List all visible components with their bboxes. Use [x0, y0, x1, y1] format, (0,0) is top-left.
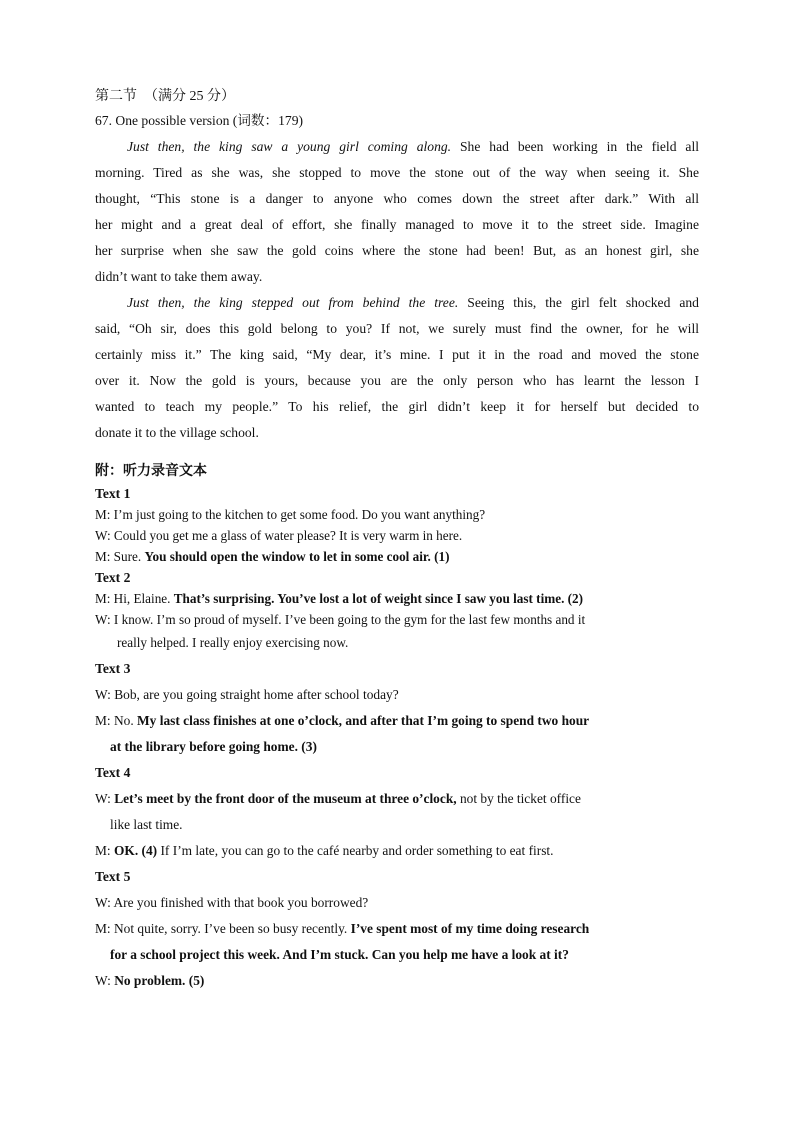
dialogue-line: W: I know. I’m so proud of myself. I’ve been going to the gym for the last few months and it — [95, 612, 586, 627]
answer-highlight: I’ve spent most of my time doing research — [350, 921, 590, 936]
text-label: Text 3 — [95, 661, 131, 676]
listening-text-5 — [95, 864, 699, 994]
dialogue-line: M: Sure. You should open the window to let in some cool air. (1) — [95, 549, 450, 564]
answer-highlight: at the library before going home. (3) — [110, 739, 317, 754]
dialogue-line: M: No. My last class finishes at one o’clock, and after that I’m going to spend two hour — [95, 713, 590, 728]
dialogue-line: W: Could you get me a glass of water please? It is very warm in here. — [95, 528, 463, 543]
essay-line: her surprise when she saw the gold coins where the stone had been! But, as an honest girl, she — [95, 243, 699, 258]
essay-heading: 67. One possible version (词数：179) — [95, 113, 304, 128]
dialogue-line: really helped. I really enjoy exercising now. — [117, 635, 349, 650]
answer-highlight: No problem. (5) — [114, 973, 205, 988]
essay-line: Just then, the king saw a young girl coming along. She had been working in the field all — [127, 139, 699, 154]
answer-highlight: for a school project this week. And I’m stuck. Can you help me have a look at it? — [110, 947, 569, 962]
essay-paragraph-1 — [95, 134, 699, 290]
dialogue-line: like last time. — [110, 817, 183, 832]
dialogue-line: M: Hi, Elaine. That’s surprising. You’ve lost a lot of weight since I saw you last time. (2) — [95, 591, 584, 606]
text-label: Text 4 — [95, 765, 131, 780]
essay-paragraph-2 — [95, 290, 699, 446]
listening-text-1 — [95, 483, 699, 567]
listening-text-3 — [95, 655, 699, 760]
essay-line: donate it to the village school. — [95, 425, 259, 440]
dialogue-line: W: Let’s meet by the front door of the museum at three o’clock, not by the ticket office — [95, 791, 581, 806]
listening-text-4 — [95, 760, 699, 864]
answer-highlight: You should open the window to let in some cool air. (1) — [144, 549, 450, 564]
essay-line: certainly miss it.” The king said, “My dear, it’s mine. I put it in the road and moved the stone — [95, 347, 699, 362]
essay-line: Just then, the king stepped out from behind the tree. Seeing this, the girl felt shocked and — [127, 295, 699, 310]
essay-line: over it. Now the gold is yours, because you are the only person who has learnt the lesson I — [95, 373, 699, 388]
dialogue-line: W: Are you finished with that book you borrowed? — [95, 895, 369, 910]
essay-line: morning. Tired as she was, she stopped to move the stone out of the way when seeing it. She — [95, 165, 699, 180]
essay-line: her might and a great deal of effort, she finally managed to move it to the street side. Imagine — [95, 217, 699, 232]
paragraph-lead: Just then, the king stepped out from behind the tree. — [127, 295, 459, 310]
section-title: 第二节 （满分 25 分） — [95, 89, 235, 104]
essay-line: thought, “This stone is a danger to anyone who comes down the street after dark.” With all — [95, 191, 699, 206]
dialogue-line: M: OK. (4) If I’m late, you can go to the café nearby and order something to eat first. — [95, 843, 554, 858]
appendix-title: 附：听力录音文本 — [95, 464, 207, 479]
answer-highlight: OK. (4) — [113, 843, 158, 858]
dialogue-line: W: No problem. (5) — [95, 973, 205, 988]
dialogue-line: M: I’m just going to the kitchen to get some food. Do you want anything? — [95, 507, 486, 522]
paragraph-lead: Just then, the king saw a young girl coming along. — [127, 139, 452, 154]
essay-line: didn’t want to take them away. — [95, 269, 263, 284]
text-label: Text 5 — [95, 869, 131, 884]
text-label: Text 2 — [95, 570, 131, 585]
text-label: Text 1 — [95, 486, 131, 501]
essay-line: said, “Oh sir, does this gold belong to you? If not, we surely must find the owner, for he will — [95, 321, 699, 336]
dialogue-line: W: Bob, are you going straight home after school today? — [95, 687, 399, 702]
answer-highlight: My last class finishes at one o’clock, and after that I’m going to spend two hour — [137, 713, 590, 728]
essay-line: wanted to teach my people.” To his relief, the girl didn’t keep it for herself but decided to — [95, 399, 699, 414]
answer-highlight: That’s surprising. You’ve lost a lot of weight since I saw you last time. (2) — [173, 591, 584, 606]
document-page — [95, 86, 699, 994]
dialogue-line: M: Not quite, sorry. I’ve been so busy recently. I’ve spent most of my time doing research — [95, 921, 590, 936]
answer-highlight: Let’s meet by the front door of the museum at three o’clock, — [114, 791, 457, 806]
listening-text-2 — [95, 567, 699, 655]
